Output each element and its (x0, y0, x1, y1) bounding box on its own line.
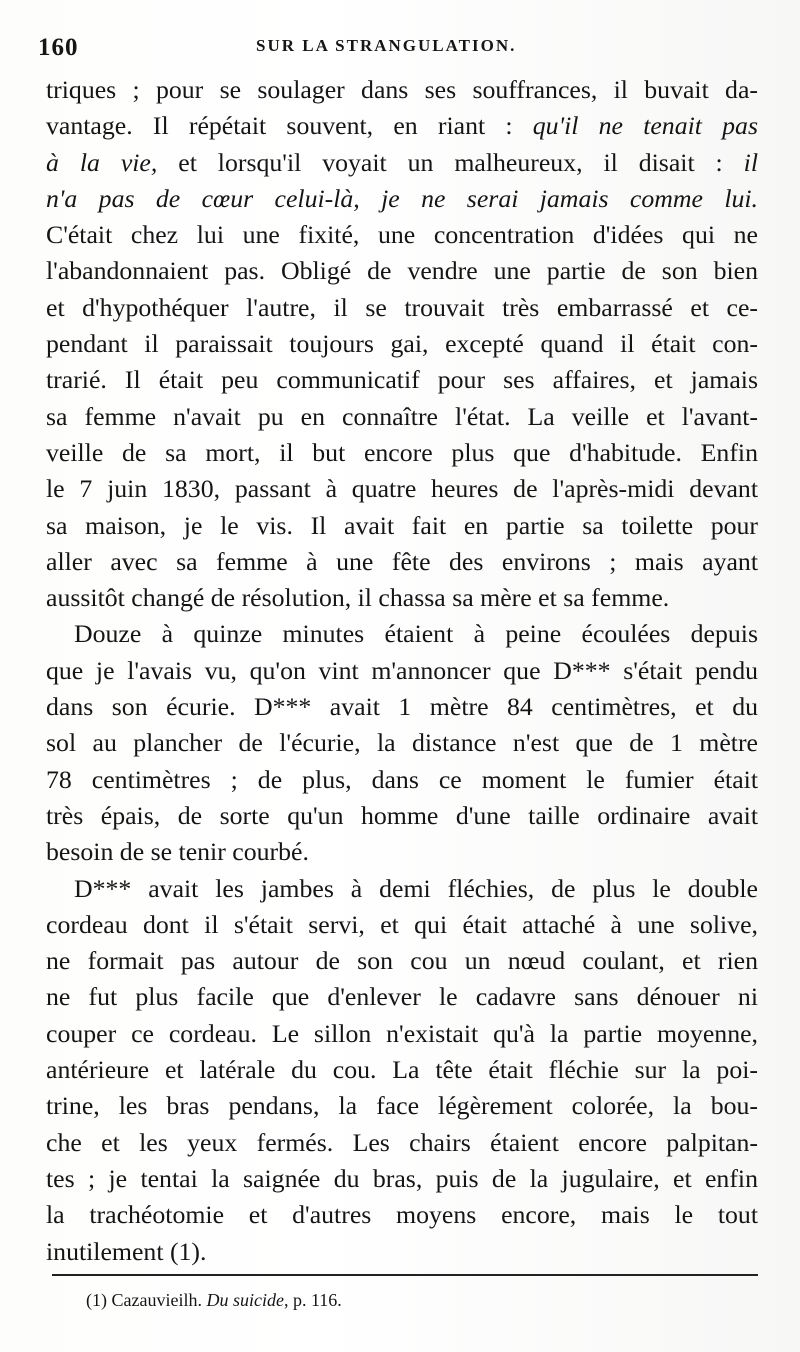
footnote-author: Cazauvieilh. (111, 1290, 202, 1310)
text-line (46, 290, 758, 326)
text-segment: besoin de se tenir courbé. (46, 837, 309, 867)
text-line (46, 108, 758, 144)
italic-text: qu'il ne tenait pas (532, 111, 758, 141)
text-segment: dans son écurie. D*** avait 1 mètre 84 centimètres, et du (46, 692, 758, 722)
text-segment: 78 centimètres ; de plus, dans ce moment le fumier était (46, 764, 758, 794)
text-segment: che et les yeux fermés. Les chairs étaient encore palpitan- (46, 1127, 758, 1157)
text-line (46, 1016, 758, 1052)
text-line (46, 762, 758, 798)
text-segment: sol au plancher de l'écurie, la distance n'est que de 1 mètre (46, 728, 758, 758)
text-line (46, 181, 758, 217)
italic-text: à la vie, (46, 147, 158, 177)
footnote-page: , p. 116. (283, 1290, 342, 1310)
text-line (46, 326, 758, 362)
italic-text: il (743, 147, 758, 177)
text-segment: sa maison, je le vis. Il avait fait en partie sa toilette pour (46, 510, 758, 540)
text-segment: ne formait pas autour de son cou un nœud coulant, et rien (46, 946, 758, 976)
text-segment: aller avec sa femme à une fête des environs ; mais ayant (46, 546, 758, 576)
footnote-marker: (1) (86, 1290, 107, 1310)
text-line (46, 471, 758, 507)
text-line (46, 145, 758, 181)
text-line (46, 544, 758, 580)
paragraph (46, 616, 758, 870)
text-line (46, 362, 758, 398)
page-header (38, 34, 762, 74)
running-head: SUR LA STRANGULATION. (256, 36, 517, 55)
text-line (46, 1125, 758, 1161)
text-segment: l'abandonnaient pas. Obligé de vendre une partie de son bien (46, 256, 758, 286)
footnote-rule (52, 1274, 758, 1276)
footnote-title: Du suicide (206, 1290, 284, 1310)
text-line (46, 834, 758, 870)
text-line (46, 1052, 758, 1088)
text-segment: très épais, de sorte qu'un homme d'une taille ordinaire avait (46, 800, 758, 830)
text-line (46, 1197, 758, 1233)
text-segment: vantage. Il répétait souvent, en riant : (46, 111, 533, 141)
text-line (46, 1161, 758, 1197)
text-line (46, 798, 758, 834)
text-line (46, 435, 758, 471)
text-segment: cordeau dont il s'était servi, et qui était attaché à une solive, (46, 909, 758, 939)
text-segment: et lorsqu'il voyait un malheureux, il disait : (157, 147, 744, 177)
text-segment: trarié. Il était peu communicatif pour ses affaires, et jamais (46, 365, 758, 395)
text-line (46, 943, 758, 979)
text-line (46, 72, 758, 108)
text-line (46, 1088, 758, 1124)
text-segment: inutilement (1). (46, 1236, 207, 1266)
text-segment: veille de sa mort, il but encore plus que d'habitude. Enfin (46, 437, 758, 467)
text-line (46, 616, 758, 652)
text-segment: antérieure et latérale du cou. La tête était fléchie sur la poi- (46, 1055, 758, 1085)
text-line (46, 725, 758, 761)
text-segment: triques ; pour se soulager dans ses souffrances, il buvait da- (46, 75, 758, 104)
text-line (46, 1234, 758, 1270)
text-segment: D*** avait les jambes à demi fléchies, de plus le double (74, 873, 758, 903)
paragraph (46, 72, 758, 616)
page-number: 160 (38, 34, 79, 61)
text-segment: que je l'avais vu, qu'on vint m'annoncer que D*** s'était pendu (46, 655, 758, 685)
text-segment: le 7 juin 1830, passant à quatre heures de l'après-midi devant (46, 474, 758, 504)
text-segment: trine, les bras pendans, la face légèrement colorée, la bou- (46, 1091, 758, 1121)
body-text (46, 72, 758, 1270)
text-segment: ne fut plus facile que d'enlever le cadavre sans dénouer ni (46, 982, 758, 1012)
text-line (46, 689, 758, 725)
text-line (46, 979, 758, 1015)
text-segment: Douze à quinze minutes étaient à peine écoulées depuis (74, 619, 758, 649)
text-segment: C'était chez lui une fixité, une concentration d'idées qui ne (46, 220, 758, 250)
italic-text: n'a pas de cœur celui-là, je ne serai jamais comme lui. (46, 183, 758, 213)
text-segment: pendant il paraissait toujours gai, excepté quand il était con- (46, 329, 758, 359)
text-line (46, 253, 758, 289)
text-line (46, 871, 758, 907)
text-line (46, 217, 758, 253)
text-segment: couper ce cordeau. Le sillon n'existait qu'à la partie moyenne, (46, 1018, 758, 1048)
text-segment: sa femme n'avait pu en connaître l'état. La veille et l'avant- (46, 401, 758, 431)
text-segment: aussitôt changé de résolution, il chassa sa mère et sa femme. (46, 583, 670, 613)
text-line (46, 508, 758, 544)
text-line (46, 907, 758, 943)
text-segment: la trachéotomie et d'autres moyens encore, mais le tout (46, 1200, 758, 1230)
text-segment: tes ; je tentai la saignée du bras, puis de la jugulaire, et enfin (46, 1163, 758, 1193)
footnote (86, 1290, 342, 1311)
text-line (46, 580, 758, 616)
text-line (46, 399, 758, 435)
text-segment: et d'hypothéquer l'autre, il se trouvait très embarrassé et ce- (46, 292, 758, 322)
text-line (46, 653, 758, 689)
paragraph (46, 871, 758, 1270)
